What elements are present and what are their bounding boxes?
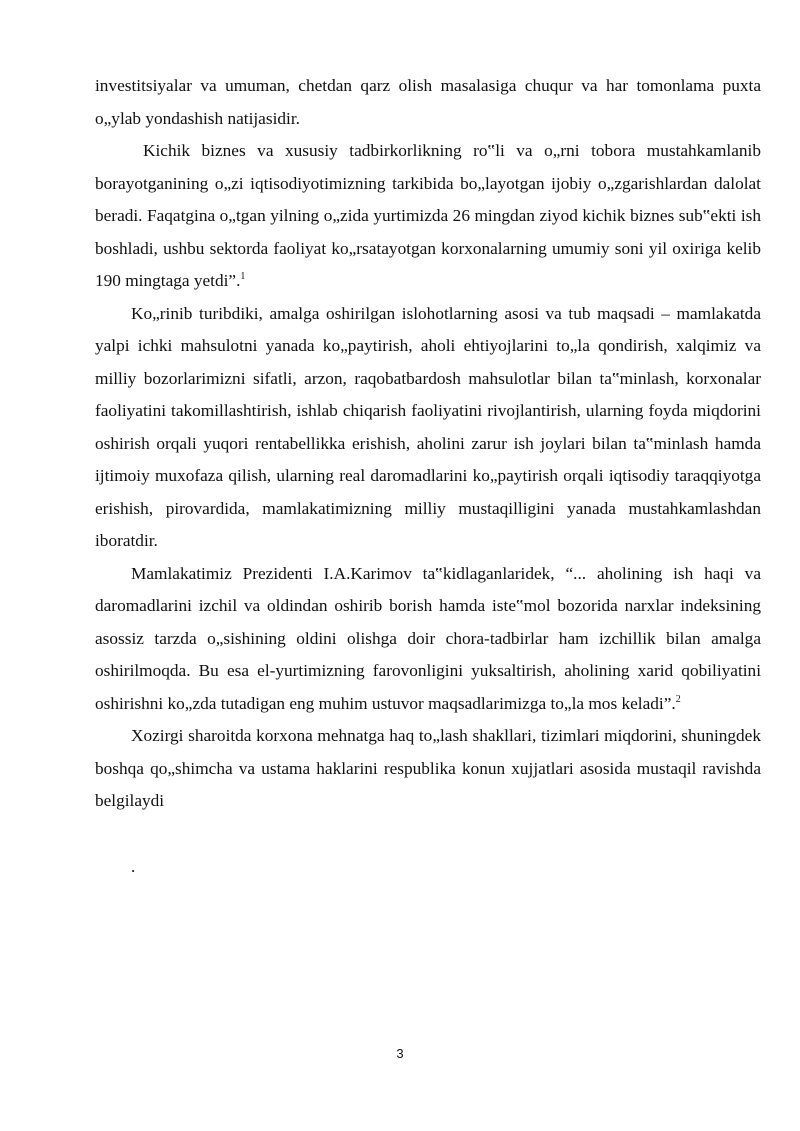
paragraph-continuation bbox=[95, 70, 761, 135]
paragraph-president-quote bbox=[95, 558, 761, 721]
paragraph-text: Kichik biznes va xususiy tadbirkorlikning ro‟li va o„rni tobora mustahkamlanib borayotganining o„zi iqtisodiyotimizning tarkibida bo„layotgan ijobiy o„zgarishlardan dalolat beradi. Faqatgina o„tgan yilning o„zida yurtimizda 26 mingdan ziyod kichik biznes sub‟ekti ish boshladi, ushbu sektorda faoliyat ko„rsatayotgan korxonalarning umumiy soni yil oxiriga kelib 190 mingtaga yetdi”. bbox=[95, 141, 761, 290]
paragraph-small-business bbox=[95, 135, 761, 298]
paragraph-text: Ko„rinib turibdiki, amalga oshirilgan islohotlarning asosi va tub maqsadi – mamlakatda yalpi ichki mahsulotni yanada ko„paytirish, aholi ehtiyojlarini to„la qondirish, xalqimiz va milliy bozorlarimizni sifatli, arzon, raqobatbardosh mahsulotlar bilan ta‟minlash, korxonalar faoliyatini takomillashtirish, ishlab chiqarish faoliyatini rivojlantirish, ularning foyda miqdorini oshirish orqali yuqori rentabellikka erishish, aholini zarur ish joylari bilan ta‟minlash hamda ijtimoiy muxofaza qilish, ularning real daromadlarini ko„paytirish orqali iqtisodiy taraqqiyotga erishish, pirovardida, mamlakatimizning milliy mustaqilligini yanada mustahkamlashdan iboratdir. bbox=[95, 303, 761, 550]
trailing-dot: . bbox=[131, 857, 136, 876]
page-number: 3 bbox=[396, 1046, 404, 1061]
paragraph-reforms bbox=[95, 298, 761, 558]
body-text bbox=[95, 70, 761, 818]
paragraph-wages bbox=[95, 720, 761, 818]
paragraph-text: investitsiyalar va umuman, chetdan qarz olish masalasiga chuqur va har tomonlama puxta o„ylab yondashish natijasidir. bbox=[95, 76, 761, 128]
footnote-marker: 1 bbox=[240, 271, 246, 283]
paragraph-text: Mamlakatimiz Prezidenti I.A.Karimov ta‟kidlaganlaridek, “... aholining ish haqi va daromadlarini izchil va oldindan oshirib borish hamda iste‟mol bozorida narxlar indeksining asossiz tarzda o„sishining oldini olishga doir chora-tadbirlar ham izchillik bilan amalga oshirilmoqda. Bu esa el-yurtimizning farovonligini yuksaltirish, aholining xarid qobiliyatini oshirishni ko„zda tutadigan eng muhim ustuvor maqsadlarimizga to„la mos keladi”. bbox=[95, 563, 761, 713]
footnote-marker: 2 bbox=[675, 693, 681, 705]
paragraph-text: Xozirgi sharoitda korxona mehnatga haq to„lash shakllari, tizimlari miqdorini, shuningdek boshqa qo„shimcha va ustama haklarini respublika konun xujjatlari asosida mustaqil ravishda belgilaydi bbox=[95, 726, 761, 810]
